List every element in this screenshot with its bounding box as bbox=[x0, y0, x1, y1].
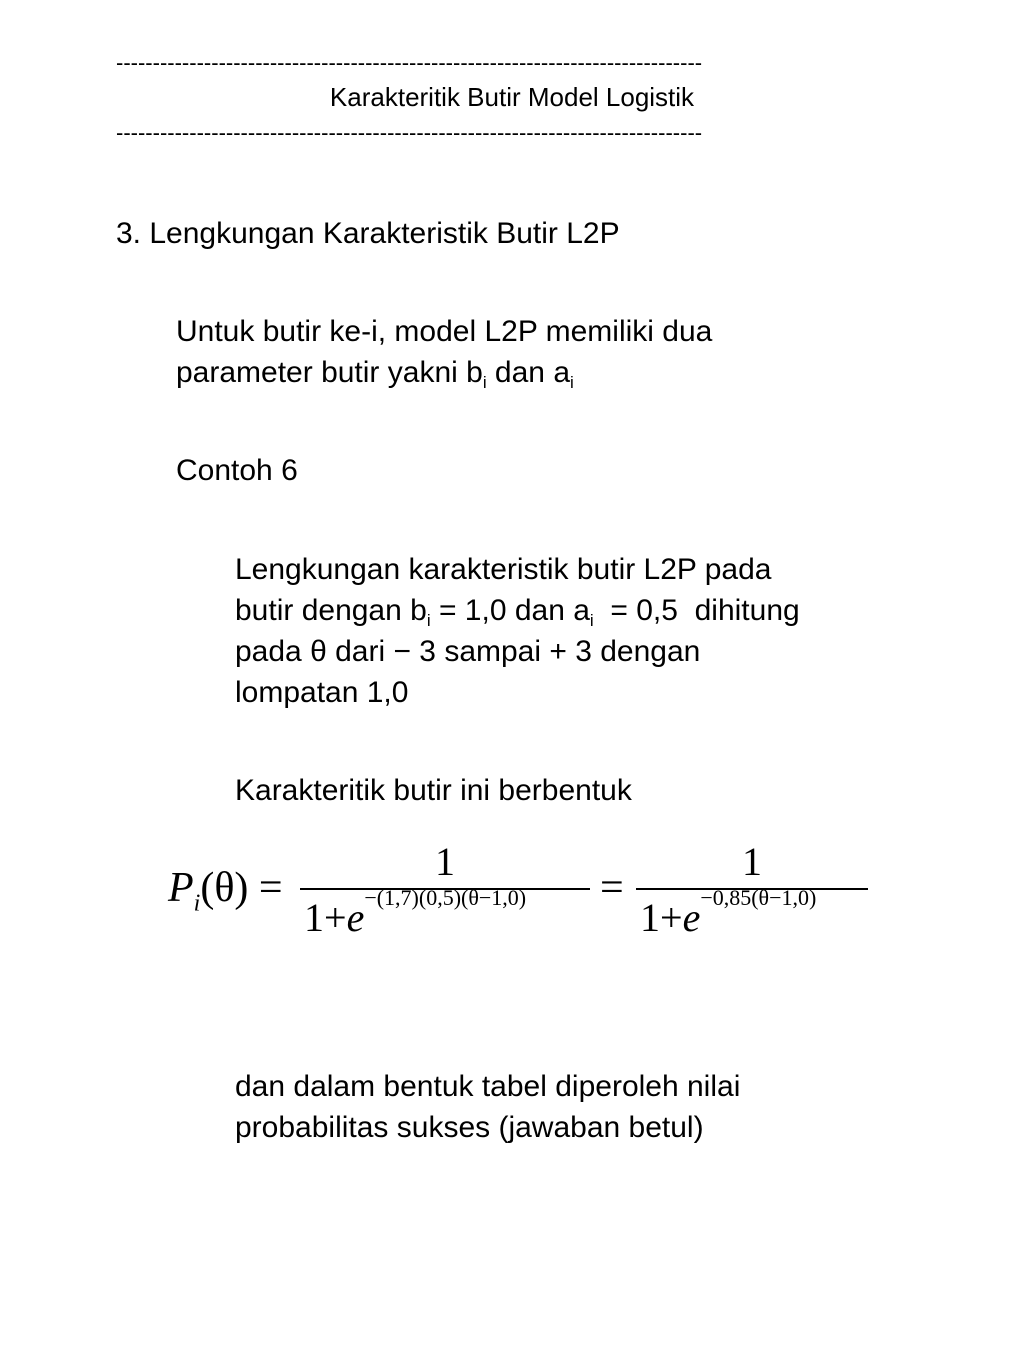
example-paragraph bbox=[235, 549, 800, 713]
closing-paragraph bbox=[235, 1066, 740, 1148]
example-text-a: butir dengan b bbox=[235, 594, 427, 627]
fraction-2-denominator bbox=[636, 885, 868, 940]
subscript-i: i bbox=[482, 373, 487, 392]
formula-fraction-2 bbox=[636, 840, 868, 940]
fraction-1-numerator: 1 bbox=[435, 839, 455, 884]
fraction-2-exponent: −0,85(θ−1,0) bbox=[700, 885, 817, 910]
logistic-formula bbox=[160, 840, 880, 950]
fraction-1-exponent: −(1,7)(0,5)(θ−1,0) bbox=[364, 885, 527, 910]
closing-line-2: probabilitas sukses (jawaban betul) bbox=[235, 1111, 704, 1144]
example-line-1: Lengkungan karakteristik butir L2P pada bbox=[235, 553, 772, 586]
subscript-i: i bbox=[426, 611, 431, 630]
section-title: 3. Lengkungan Karakteristik Butir L2P bbox=[116, 217, 620, 250]
intro-text-a: parameter butir yakni b bbox=[176, 356, 483, 389]
shape-text: Karakteritik butir ini berbentuk bbox=[235, 774, 632, 807]
example-line-4: lompatan 1,0 bbox=[235, 676, 409, 709]
fraction-2-numerator: 1 bbox=[742, 839, 762, 884]
example-label: Contoh 6 bbox=[176, 454, 298, 487]
subscript-i: i bbox=[589, 611, 594, 630]
header-rule-top: -------------------------------------------------------------------------------- bbox=[116, 52, 703, 74]
example-line-3: pada θ dari − 3 sampai + 3 dengan bbox=[235, 635, 701, 668]
formula-lhs bbox=[168, 864, 283, 917]
intro-line-2 bbox=[176, 352, 712, 393]
fraction-2-base: 1+ bbox=[640, 895, 683, 940]
example-text-b: = 1,0 dan a bbox=[430, 594, 590, 627]
closing-line-1: dan dalam bentuk tabel diperoleh nilai bbox=[235, 1070, 741, 1103]
page-header-title: Karakteritik Butir Model Logistik bbox=[329, 82, 695, 112]
subscript-i: i bbox=[570, 373, 574, 392]
fraction-1-denominator bbox=[300, 885, 590, 940]
fraction-2-e: e bbox=[682, 895, 701, 940]
header-rule-bottom: -------------------------------------------------------------------------------- bbox=[116, 122, 703, 144]
intro-paragraph bbox=[176, 311, 712, 393]
fraction-1-base: 1+ bbox=[304, 895, 347, 940]
formula-p-subscript: i bbox=[193, 890, 201, 917]
intro-text-b: dan a bbox=[486, 356, 571, 389]
example-line-2 bbox=[235, 590, 800, 631]
formula-fraction-1 bbox=[300, 840, 590, 940]
formula-lhs-arg: (θ) = bbox=[200, 865, 283, 911]
fraction-1-e: e bbox=[346, 895, 365, 940]
example-text-c: = 0,5 dihitung bbox=[593, 594, 800, 627]
intro-line-1: Untuk butir ke-i, model L2P memiliki dua bbox=[176, 315, 713, 348]
formula-p: P bbox=[168, 865, 194, 911]
formula-equals: = bbox=[600, 865, 624, 911]
